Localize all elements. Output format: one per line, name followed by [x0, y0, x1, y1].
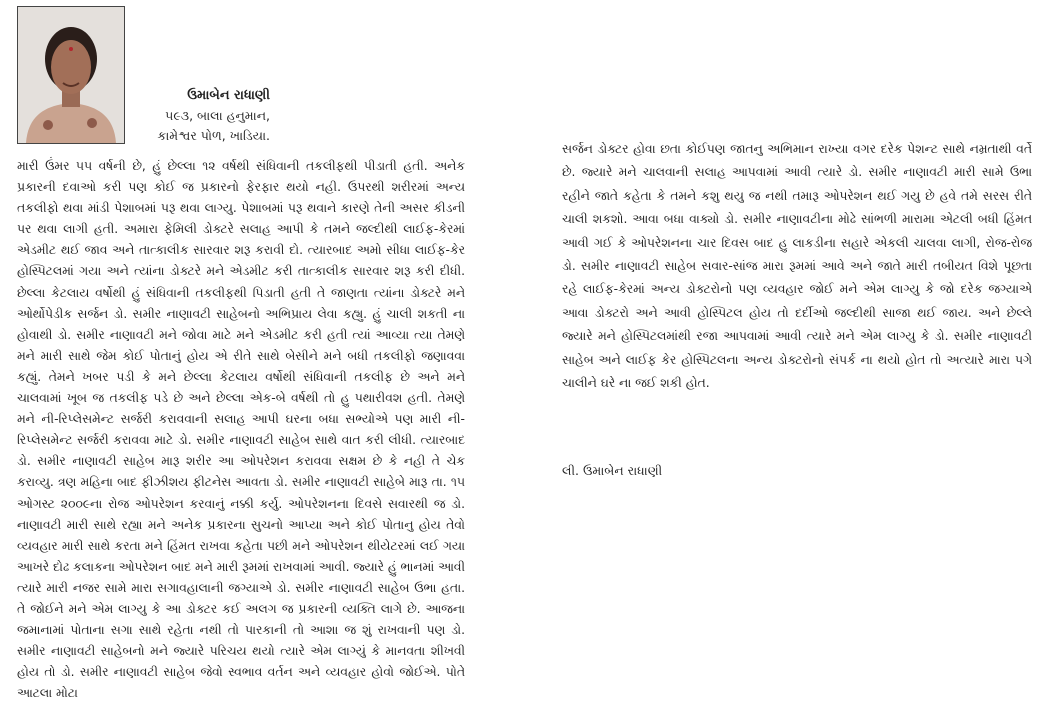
- article-paragraph-left: મારી ઉંમર ૫૫ વર્ષની છે, હું છેલ્લા ૧૨ વર્ષથી સંધિવાની તકલીફથી પીડાતી હતી. અનેક પ્રકારની દવાઓ કરી પણ કોઈ જ પ્રકારનો ફેરફાર થયો નહી. ઉપરથી શરીરમાં અન્ય તકલીફો થવા માંડી પેશાબમાં પરૂ થવા લાગ્યુ. પેશાબમાં પરૂ થવાને કારણે તેની અસર કીડની પર થવા લાગી હતી. અમારા ફેમિલી ડોક્ટરે સલાહ આપી કે તમને જલ્દીથી લાઈફ-કેરમાં એડમીટ થઈ જાવ અને તાત્કાલીક સારવાર શરૂ કરાવી દો. ત્યારબાદ અમો સીધા લાઈફ-કેર હોસ્પિટલમાં ગયા અને ત્યાંના ડોક્ટરે મને એડમીટ કરી તાત્કાલીક સારવાર શરૂ કરી દીધી. છેલ્લા કેટલાય વર્ષોથી હું સંધિવાની તકલીફથી પિડાતી હતી તે જાણતા ત્યાંના ડોક્ટરે મને ઓર્થોપેડીક સર્જન ડો. સમીર નાણાવટી સાહેબનો અભિપ્રાય લેવા કહ્યુ. હું ચાલી શકતી ના હોવાથી ડો. સમીર નાણાવટી મને જોવા માટે મને એડમીટ કરી હતી ત્યાં આવ્યા ત્યા તેમણે મને મારી સાથે જેમ કોઈ પોતાનું હોય એ રીતે સાથે બેસીને મને બધી તકલીફો જણાવવા કહ્યું. તેમને ખબર પડી કે મને છેલ્લા કેટલાય વર્ષોથી સંધિવાની તકલીફ છે અને મને ચાલવામાં ખૂબ જ તકલીફ પડે છે અને છેલ્લા એક-બે વર્ષથી તો હુ પથારીવશ હતી. તેમણે મને ની-રિપ્લેસમેન્ટ સર્જરી કરાવવાની સલાહ આપી ઘરના બધા સભ્યોએ પણ મારી ની-રિપ્લેસમેન્ટ સર્જરી કરાવવા માટે ડો. સમીર નાણાવટી સાહેબ સાથે વાત કરી લીધી. ત્યારબાદ ડો. સમીર નાણાવટી સાહેબ મારૂ શરીર આ ઓપરેશન કરાવવા સક્ષમ છે કે નહી તે ચેક કરાવ્યુ. ત્રણ મહિના બાદ ફીઝીશય ફીટનેસ આવતા ડો. સમીર નાણાવટી સાહેબે મારૂ તા. ૧૫ ઓગસ્ટ ૨૦૦૯ના રોજ ઓપરેશન કરવાનું નક્કી કર્યુ. ઓપરેશનના દિવસે સવારથી જ ડો. નાણાવટી મારી સાથે રહ્યા મને અનેક પ્રકારના સુચનો આપ્યા અને કોઈ પોતાનુ હોય તેવો વ્યવહાર મારી સાથે કરતા મને હિંમત રાખવા કહેતા પછી મને ઓપરેશન થીયેટરમાં લઈ ગયા આખરે દોઢ કલાકના ઓપરેશન બાદ મને મારી રૂમમાં રાખવામાં આવી. જ્યારે હું ભાનમાં આવી ત્યારે મારી નજર સામે મારા સગાવહાલાની જગ્યાએ ડો. સમીર નાણાવટી સાહેબ ઉભા હતા. તે જોઈને મને એમ લાગ્યુ કે આ ડોક્ટર કઈ અલગ જ પ્રકારની વ્યક્તિ લાગે છે. આજના જમાનામાં પોતાના સગા સાથે રહેતા નથી તો પારકાની તો આશા જ શું રાખવાની પણ ડો. સમીર નાણાવટી સાહેબનો મને જ્યારે પરિચય થયો ત્યારે એમ લાગ્યું કે માનવતા શીખવી હોય તો ડો. સમીર નાણાવટી સાહેબ જેવો સ્વભાવ વર્તન અને વ્યવહાર હોવો જોઈએ. પોતે આટલા મોટા: [17, 159, 465, 701]
- author-address-line-2: કામેશ્વર પોળ, ખાડિયા.: [157, 128, 270, 143]
- article-left-column: [17, 156, 465, 704]
- portrait-image: [18, 7, 124, 143]
- signature: લી. ઉમાબેન રાધાણી: [562, 463, 663, 478]
- article-right-column: [562, 138, 1032, 395]
- author-info: [140, 86, 270, 146]
- article-paragraph-right: સર્જન ડોક્ટર હોવા છતા કોઈપણ જાતનુ અભિમાન રાખ્યા વગર દરેક પેશન્ટ સાથે નમ્રતાથી વર્તે છે. જ્યારે મને ચાલવાની સલાહ આપવામાં આવી ત્યારે ડો. સમીર નાણાવટી મારી સામે ઉભા રહીને જાતે કહેતા કે તમને કશુ થયુ જ નથી તમારૂ ઓપરેશન થઈ ગયુ છે હવે તમે સરસ રીતે ચાલી શકશો. આવા બધા વાક્યો ડો. સમીર નાણાવટીના મોઢે સાંભળી મારામા એટલી બધી હિંમત આવી ગઈ કે ઓપરેશનના ચાર દિવસ બાદ હુ લાકડીના સહારે એકલી ચાલવા લાગી, રોજ-રોજ ડો. સમીર નાણાવટી સાહેબ સવાર-સાંજ મારા રૂમમાં આવે અને જાતે મારી તબીયત વિશે પૂછતા રહે લાઈફ-કેરમાં અન્ય ડોક્ટરોનો પણ વ્યવહાર જોઈ મને એમ લાગ્યુ કે જો દરેક જગ્યાએ આવા ડોક્ટરો અને આવી હોસ્પિટલ હોય તો દર્દીઓ જલ્દીથી સાજા થઈ જાય. અને છેલ્લે જ્યારે મને હોસ્પિટલમાંથી રજા આપવામાં આવી ત્યારે મને એમ લાગ્યુ કે ડો. સમીર નાણાવટી સાહેબ અને લાઈફ કેર હોસ્પિટલના અન્ય ડોક્ટરોનો સંપર્ક ના થયો હોત તો અત્યારે મારા પગે ચાલીને ઘરે ના જઈ શકી હોત.: [562, 142, 1032, 391]
- author-address-line-1: ૫૯૩, બાલા હનુમાન,: [165, 108, 270, 123]
- author-name: ઉમાબેન રાધાણી: [187, 88, 270, 103]
- author-photo: [17, 6, 125, 144]
